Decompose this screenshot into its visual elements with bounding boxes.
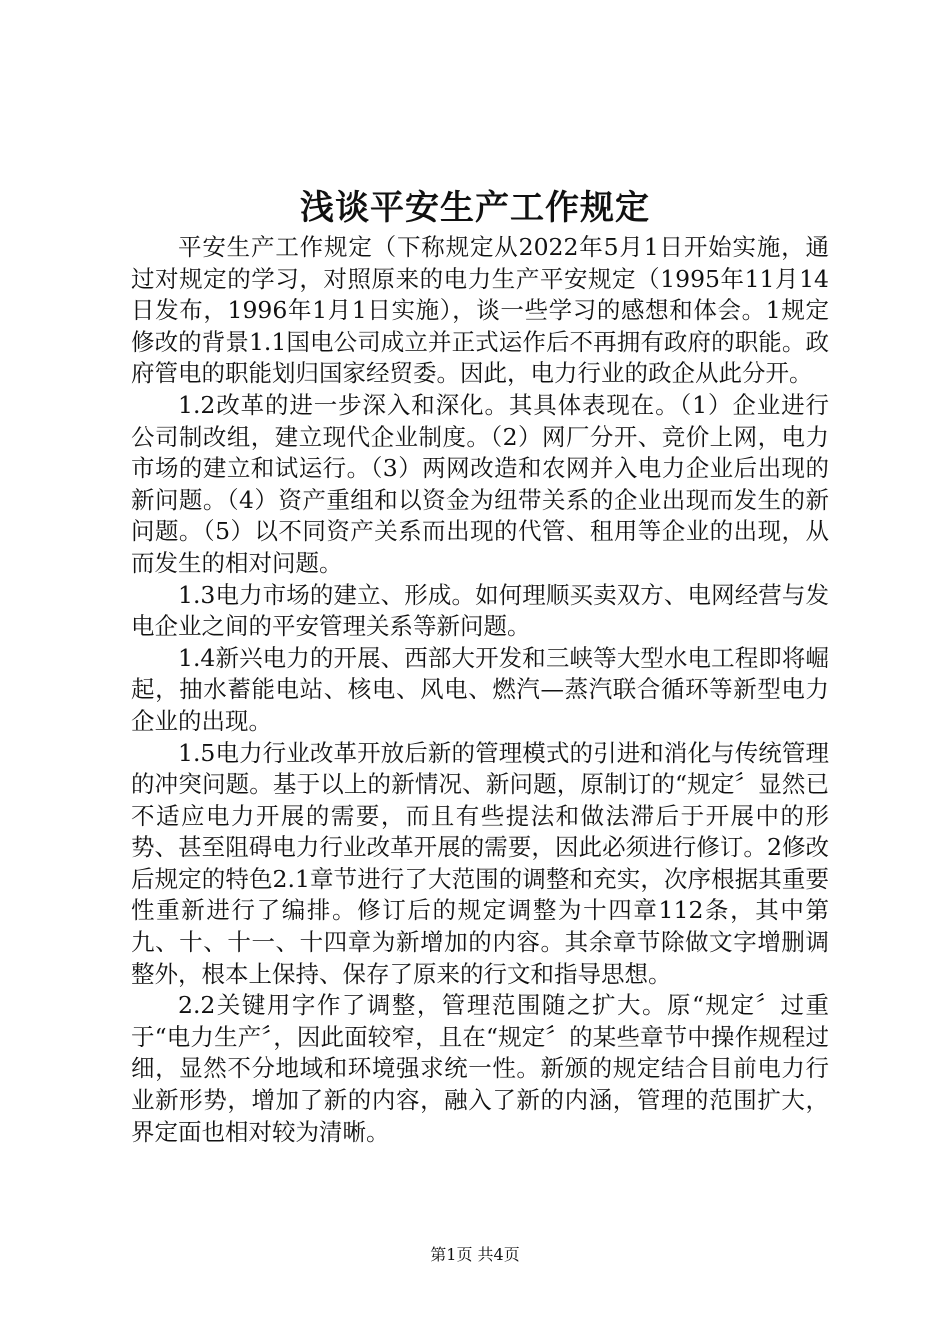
paragraph-2: 1.2改革的进一步深入和深化。其具体表现在。（1）企业进行公司制改组，建立现代企业制度。（2）网厂分开、竞价上网，电力市场的建立和试运行。（3）两网改造和农网并入电力企业后出现的新问题。（4）资产重组和以资金为纽带关系的企业出现而发生的新问题。（5）以不同资产关系而出现的代管、租用等企业的出现，从而发生的相对问题。 <box>131 390 829 577</box>
document-body <box>131 232 829 1148</box>
paragraph-3: 1.3电力市场的建立、形成。如何理顺买卖双方、电网经营与发电企业之间的平安管理关系等新问题。 <box>131 580 829 641</box>
paragraph-6: 2.2关键用字作了调整，管理范围随之扩大。原“规定〞过重于“电力生产〞，因此面较窄，且在“规定〞的某些章节中操作规程过细，显然不分地域和环境强求统一性。新颁的规定结合目前电力行业新形势，增加了新的内容，融入了新的内涵，管理的范围扩大，界定面也相对较为清晰。 <box>131 991 829 1146</box>
paragraph-4: 1.4新兴电力的开展、西部大开发和三峡等大型水电工程即将崛起，抽水蓄能电站、核电、风电、燃汽—蒸汽联合循环等新型电力企业的出现。 <box>131 643 829 735</box>
page-footer: 第1页 共4页 <box>430 1245 520 1264</box>
document-title: 浅谈平安生产工作规定 <box>300 188 650 228</box>
paragraph-1: 平安生产工作规定（下称规定从2022年5月1日开始实施，通过对规定的学习，对照原来的电力生产平安规定（1995年11月14日发布，1996年1月1日实施），谈一些学习的感想和体会。1规定修改的背景1.1国电公司成立并正式运作后不再拥有政府的职能。政府管电的职能划归国家经贸委。因此，电力行业的政企从此分开。 <box>131 233 829 388</box>
paragraph-5: 1.5电力行业改革开放后新的管理模式的引进和消化与传统管理的冲突问题。基于以上的新情况、新问题，原制订的“规定〞显然已不适应电力开展的需要，而且有些提法和做法滞后于开展中的形势、甚至阻碍电力行业改革开展的需要，因此必须进行修订。2修改后规定的特色2.1章节进行了大范围的调整和充实，次序根据其重要性重新进行了编排。修订后的规定调整为十四章112条，其中第九、十、十一、十四章为新增加的内容。其余章节除做文字增删调整外，根本上保持、保存了原来的行文和指导思想。 <box>131 738 829 988</box>
